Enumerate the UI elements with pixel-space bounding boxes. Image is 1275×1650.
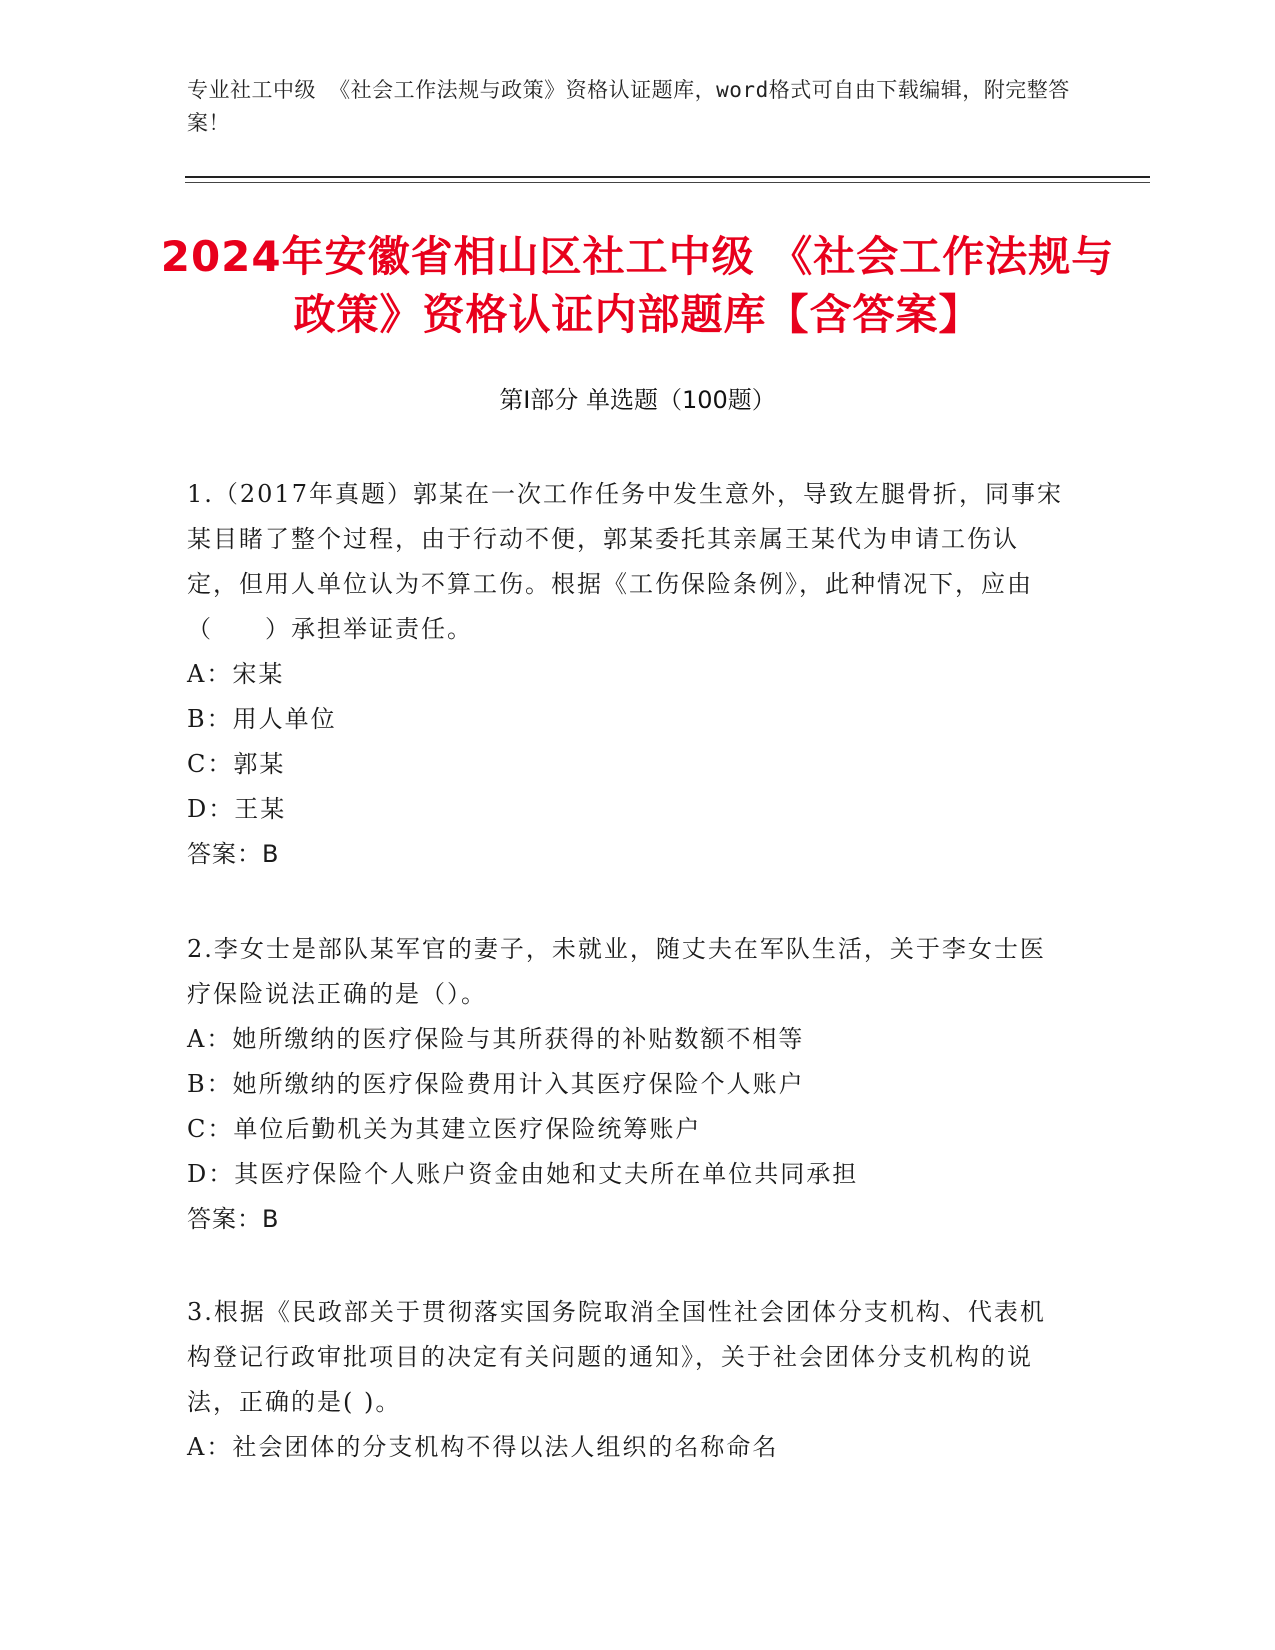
option-c: C：郭某	[187, 750, 286, 778]
option-d: D：其医疗保险个人账户资金由她和丈夫所在单位共同承担	[187, 1160, 859, 1188]
header-divider-thick	[185, 176, 1150, 178]
option-b: B：她所缴纳的医疗保险费用计入其医疗保险个人账户	[187, 1070, 805, 1098]
option-d: D：王某	[187, 795, 287, 823]
question-stem: 2.李女士是部队某军官的妻子，未就业，随丈夫在军队生活，关于李女士医疗保险说法正确的是（）。	[187, 935, 1046, 1008]
option-a: A：宋某	[187, 660, 285, 688]
answer: 答案：B	[187, 1205, 280, 1233]
question-stem: 3.根据《民政部关于贯彻落实国务院取消全国性社会团体分支机构、代表机构登记行政审批项目的决定有关问题的通知》，关于社会团体分支机构的说法，正确的是( )。	[187, 1298, 1046, 1416]
section-heading: 第Ⅰ部分 单选题（100题）	[499, 386, 776, 414]
option-c: C：单位后勤机关为其建立医疗保险统筹账户	[187, 1115, 702, 1143]
question-stem: 1.（2017年真题）郭某在一次工作任务中发生意外，导致左腿骨折，同事宋某目睹了整个过程，由于行动不便，郭某委托其亲属王某代为申请工伤认定，但用人单位认为不算工伤。根据《工伤保险条例》，此种情况下，应由（ ）承担举证责任。	[187, 480, 1063, 643]
option-b: B：用人单位	[187, 705, 337, 733]
header-divider-thin	[185, 182, 1150, 183]
document-title: 2024年安徽省相山区社工中级 《社会工作法规与政策》资格认证内部题库【含答案】	[160, 232, 1115, 339]
option-a: A：社会团体的分支机构不得以法人组织的名称命名	[187, 1433, 779, 1461]
answer: 答案：B	[187, 840, 280, 868]
question-3	[187, 1290, 1067, 1470]
option-a: A：她所缴纳的医疗保险与其所获得的补贴数额不相等	[187, 1025, 805, 1053]
header-note: 专业社工中级 《社会工作法规与政策》资格认证题库，word格式可自由下载编辑，附完整答案！	[187, 78, 1070, 135]
question-1	[187, 472, 1067, 877]
question-2	[187, 927, 1067, 1242]
